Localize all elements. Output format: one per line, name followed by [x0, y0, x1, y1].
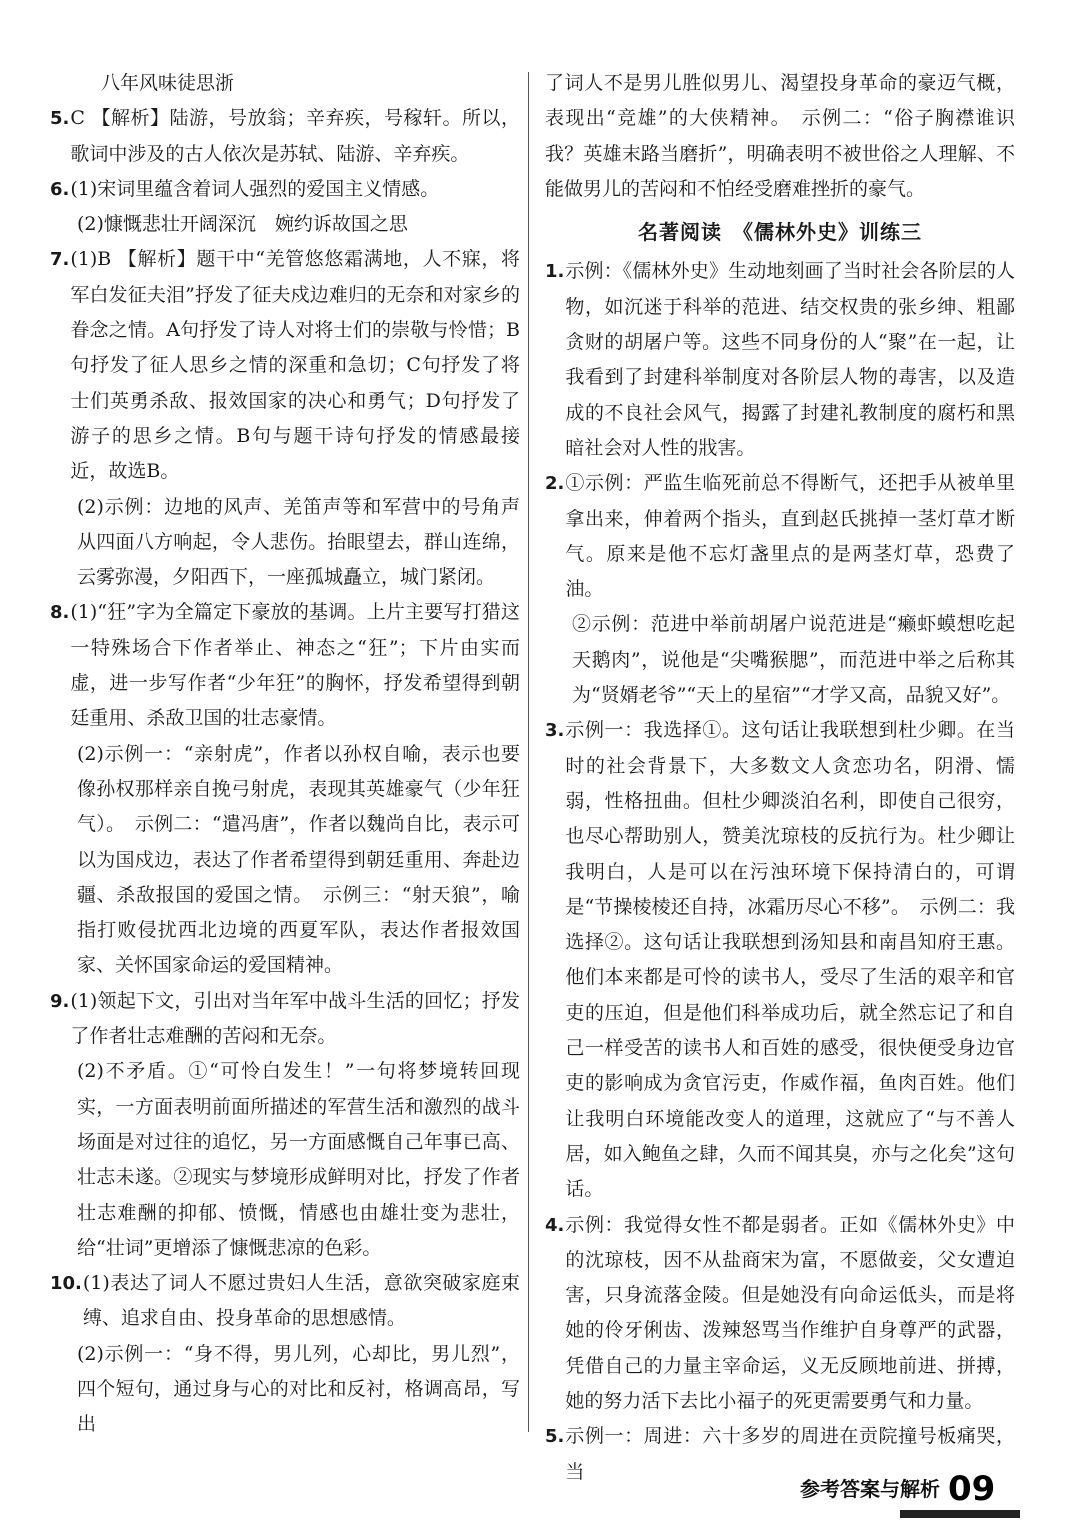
question-number: 8.: [50, 602, 70, 624]
answer-text: (1)“狂”字为全篇定下豪放的基调。上片主要写打猎这一特殊场合下作者举止、神态之“狂”；下片由实而虚，进一步写作者“少年狂”的胸怀，抒发希望得到朝廷重用、杀敌卫国的壮志豪情。: [70, 601, 520, 730]
question-number: 2.: [545, 473, 565, 495]
answer-entry: [50, 101, 520, 172]
answer-entry: [50, 66, 520, 101]
question-number: 3.: [545, 720, 565, 742]
answer-text: (1)宋词里蕴含着词人强烈的爱国主义情感。: [70, 177, 440, 200]
answer-text: 示例一：我选择①。这句话让我联想到杜少卿。在当时的社会背景下，大多数文人贪恋功名，阴滑、懦弱，性格扭曲。但杜少卿淡泊名利，即使自己很穷，也尽心帮助别人，赞美沈琼枝的反抗行为。杜少卿让我明白，人是可以在污浊环境下保持清白的，可谓是“节操棱棱还自持，冰霜历尽心不移”。 示例二：我选择②。这句话让我联想到汤知县和南昌知府王惠。他们本来都是可怜的读书人，受尽了生活的艰辛和官吏的压迫，但是他们科举成功后，就全然忘记了和自己一样受苦的读书人和百姓的感受，很快便受身边官吏的影响成为贪官污吏，作威作福，鱼肉百姓。他们让我明白环境能改变人的道理，这就应了“与不善人居，如入鲍鱼之肆，久而不闻其臭，亦与之化矣”这句话。: [565, 719, 1015, 1201]
answer-entry: [50, 242, 520, 489]
answer-entry: [50, 984, 520, 1055]
answer-entry: [545, 66, 1015, 207]
question-number: 1.: [545, 261, 565, 283]
answer-text: 八年风味徒思浙: [101, 72, 235, 94]
answer-entry: [545, 607, 1015, 713]
answer-entry: [50, 1337, 520, 1443]
answer-entry: [50, 737, 520, 984]
answer-entry: [50, 1054, 520, 1266]
left-column: [50, 66, 520, 1443]
question-number: 5.: [50, 108, 70, 130]
answer-entry: [545, 1208, 1015, 1420]
column-divider: [528, 72, 529, 1432]
answer-entry: [50, 1266, 520, 1337]
answer-text: (1)领起下文，引出对当年军中战斗生活的回忆；抒发了作者壮志难酬的苦闷和无奈。: [70, 989, 520, 1048]
footer-label: 参考答案与解析: [800, 1477, 940, 1502]
answer-text: (2)不矛盾。①“可怜白发生！”一句将梦境转回现实，一方面表明前面所描述的军营生活和激烈的战斗场面是对过往的追忆，另一方面感慨自己年事已高、壮志未遂。②现实与梦境形成鲜明对比，抒发了作者壮志难酬的抑郁、愤慨，情感也由雄壮变为悲壮，给“壮词”更增添了慷慨悲凉的色彩。: [77, 1060, 520, 1259]
question-number: 9.: [50, 990, 70, 1012]
question-number: 6.: [50, 178, 70, 200]
answer-entry: [50, 172, 520, 207]
answer-entry: [50, 490, 520, 596]
footer-bar: [900, 1510, 1020, 1518]
answer-entry: [50, 207, 520, 242]
answer-text: ②示例：范进中举前胡屠户说范进是“癞虾蟆想吃起天鹅肉”，说他是“尖嘴猴腮”，而范进中举之后称其为“贤婿老爷”“天上的星宿”“才学又高，品貌又好”。: [572, 613, 1015, 707]
answer-text: (1)B 【解析】题干中“羌管悠悠霜满地，人不寐，将军白发征夫泪”抒发了征夫戍边难归的无奈和对家乡的眷念之情。A句抒发了诗人对将士们的崇敬与怜惜；B句抒发了征人思乡之情的深重和急切；C句抒发了将士们英勇杀敌、报效国家的决心和勇气；D句抒发了游子的思乡之情。B句与题干诗句抒发的情感最接近，故选B。: [70, 248, 520, 483]
answer-text: 了词人不是男儿胜似男儿、渴望投身革命的豪迈气概，表现出“竞雄”的大侠精神。 示例二：“俗子胸襟谁识我？英雄末路当磨折”，明确表明不被世俗之人理解、不能做男儿的苦闷和不怕经受磨难挫折的豪气。: [545, 72, 1015, 200]
answer-entry: [545, 466, 1015, 607]
answer-entry: [50, 595, 520, 736]
answer-text: ①示例：严监生临死前总不得断气，还把手从被单里拿出来，伸着两个指头，直到赵氏挑掉一茎灯草才断气。原来是他不忘灯盏里点的是两茎灯草，恐费了油。: [565, 472, 1015, 601]
answer-text: (2)慷慨悲壮开阔深沉 婉约诉故国之思: [77, 213, 408, 236]
section-title: 名著阅读 《儒林外史》训练三: [638, 220, 922, 245]
question-number: 7.: [50, 249, 70, 271]
right-column: [545, 66, 1015, 1490]
answer-text: C 【解析】陆游，号放翁；辛弃疾，号稼轩。所以，歌词中涉及的古人依次是苏轼、陆游、辛弃疾。: [70, 107, 520, 165]
answer-entry: [545, 713, 1015, 1207]
answer-text: (2)示例一：“身不得，男儿列，心却比，男儿烈”，四个短句，通过身与心的对比和反衬，格调高昂，写出: [77, 1342, 520, 1436]
page-footer: [800, 1470, 995, 1510]
answer-text: 示例：《儒林外史》生动地刻画了当时社会各阶层的人物，如沉迷于科举的范进、结交权贵的张乡绅、粗鄙贪财的胡屠户等。这些不同身份的人“聚”在一起，让我看到了封建科举制度对各阶层人物的毒害，以及造成的不良社会风气，揭露了封建礼教制度的腐朽和黑暗社会对人性的戕害。: [565, 260, 1015, 459]
question-number: 4.: [545, 1214, 565, 1236]
answer-text: 示例：我觉得女性不都是弱者。正如《儒林外史》中的沈琼枝，因不从盐商宋为富，不愿做妾，父女遭迫害，只身流落金陵。但是她没有向命运低头，而是将她的伶牙俐齿、泼辣怒骂当作维护自身尊严的武器，凭借自己的力量主宰命运，义无反顾地前进、拼搏，她的努力活下去比小福子的死更需要勇气和力量。: [565, 1213, 1015, 1412]
question-number: 10.: [50, 1273, 82, 1295]
answer-text: (1)表达了词人不愿过贵妇人生活，意欲突破家庭束缚、追求自由、投身革命的思想感情。: [82, 1272, 520, 1330]
page-number: 09: [948, 1469, 996, 1510]
answer-text: (2)示例一：“亲射虎”，作者以孙权自喻，表示也要像孙权那样亲自挽弓射虎，表现其英雄豪气（少年狂气）。 示例二：“遣冯唐”，作者以魏尚自比，表示可以为国戍边，表达了作者希望得到朝廷重用、奔赴边疆、杀敌报国的爱国之情。 示例三：“射天狼”，喻指打败侵扰西北边境的西夏军队，表达作者报效国家、关怀国家命运的爱国精神。: [77, 742, 520, 977]
answer-text: 示例一：周进：六十多岁的周进在贡院撞号板痛哭，当: [565, 1425, 1015, 1483]
answer-entry: [545, 254, 1015, 466]
question-number: 5.: [545, 1426, 565, 1448]
answer-text: (2)示例：边地的风声、羌笛声等和军营中的号角声从四面八方响起，令人悲伤。抬眼望去，群山连绵，云雾弥漫，夕阳西下，一座孤城矗立，城门紧闭。: [77, 495, 520, 589]
